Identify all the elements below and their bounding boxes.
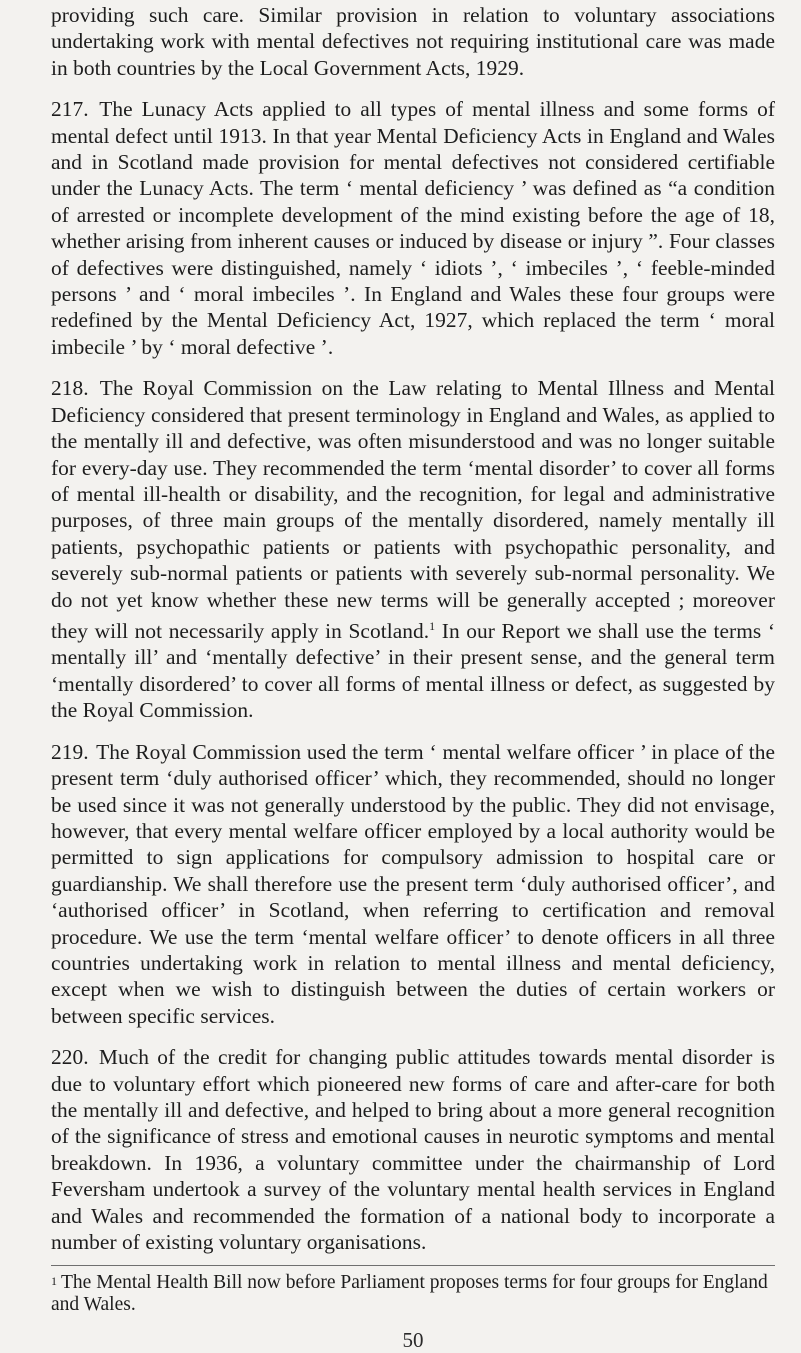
paragraph-text: The Lunacy Acts applied to all types of mental illness and some forms of mental defect until 1913. In that year Mental Deficiency Acts in England and Wales and in Scotland made provision for mental defectives not considered certifiable under the Lunacy Acts. The term ‘ mental deficiency ’ was defined as “a condition of arrested or incomplete development of the mind existing before the age of 18, whether arising from inherent causes or induced by disease or injury ”. Four classes of defectives were distinguished, namely ‘ idiots ’, ‘ imbeciles ’, ‘ feeble-minded persons ’ and ‘ moral imbeciles ’. In England and Wales these four groups were redefined by the Mental Deficiency Act, 1927, which replaced the term ‘ moral imbecile ’ by ‘ moral defective ’. [51,97,775,359]
paragraph-219 [51,739,775,1029]
paragraph-220 [51,1044,775,1255]
footnote-marker: 1 [51,1274,57,1289]
footnote-divider [51,1265,775,1266]
paragraph-text: The Royal Commission on the Law relating to Mental Illness and Mental Deficiency considered that present terminology in England and Wales, as applied to the mentally ill and defective, was often misunderstood and was no longer suitable for every-day use. They recommended the term ‘mental disorder’ to cover all forms of mental ill-health or disability, and the recognition, for legal and administrative purposes, of three main groups of the mentally disordered, namely mentally ill patients, psychopathic patients or patients with psychopathic personality, and severely sub-normal patients or patients with severely sub-normal personality. We do not yet know whether these new terms will be generally accepted ; moreover they will not necessarily apply in Scotland. [51,376,775,644]
paragraph-number: 218. [51,376,89,401]
page-number: 50 [402,1328,424,1353]
paragraph-number: 219. [51,739,89,764]
paragraph-number: 220. [51,1045,89,1070]
paragraph-217 [51,96,775,360]
paragraph-text: The Royal Commission used the term ‘ mental welfare officer ’ in place of the present term ‘duly authorised officer’ which, they recommended, should no longer be used since it was not generally understood by the public. They did not envisage, however, that every mental welfare officer employed by a local authority would be permitted to sign applications for compulsory admission to hospital care or guardianship. We shall therefore use the present term ‘duly authorised officer’, and ‘authorised officer’ in Scotland, when referring to certification and removal procedure. We use the term ‘mental welfare officer’ to denote officers in all three countries undertaking work in relation to mental illness and mental deficiency, except when we wish to distinguish between the duties of certain workers or between specific services. [51,739,775,1028]
footnote-text: The Mental Health Bill now before Parliament proposes terms for four groups for England and Wales. [51,1272,768,1316]
paragraph-text: providing such care. Similar provision in relation to voluntary associations undertaking work with mental defectives not requiring institutional care was made in both countries by the Local Government Acts, 1929. [51,3,775,80]
paragraph-218 [51,375,775,723]
paragraph-text-continued: In our Report we shall use the terms ‘ mentally ill’ and ‘mentally defective’ in their present sense, and the general term ‘mentally disordered’ to cover all forms of mental illness or defect, as suggested by the Royal Commission. [51,619,775,723]
paragraph-number: 217. [51,97,89,122]
footnote-reference: 1 [429,618,436,633]
paragraph-text: Much of the credit for changing public attitudes towards mental disorder is due to voluntary effort which pioneered new forms of care and after-care for both the mentally ill and defective, and helped to bring about a more general recognition of the significance of stress and emotional causes in neurotic symptoms and mental breakdown. In 1936, a voluntary committee under the chairmanship of Lord Feversham undertook a survey of the voluntary mental health services in England and Wales and recommended the formation of a national body to incorporate a number of existing voluntary organisations. [51,1045,775,1254]
paragraph-continuation [51,2,775,81]
footnote [51,1272,775,1316]
